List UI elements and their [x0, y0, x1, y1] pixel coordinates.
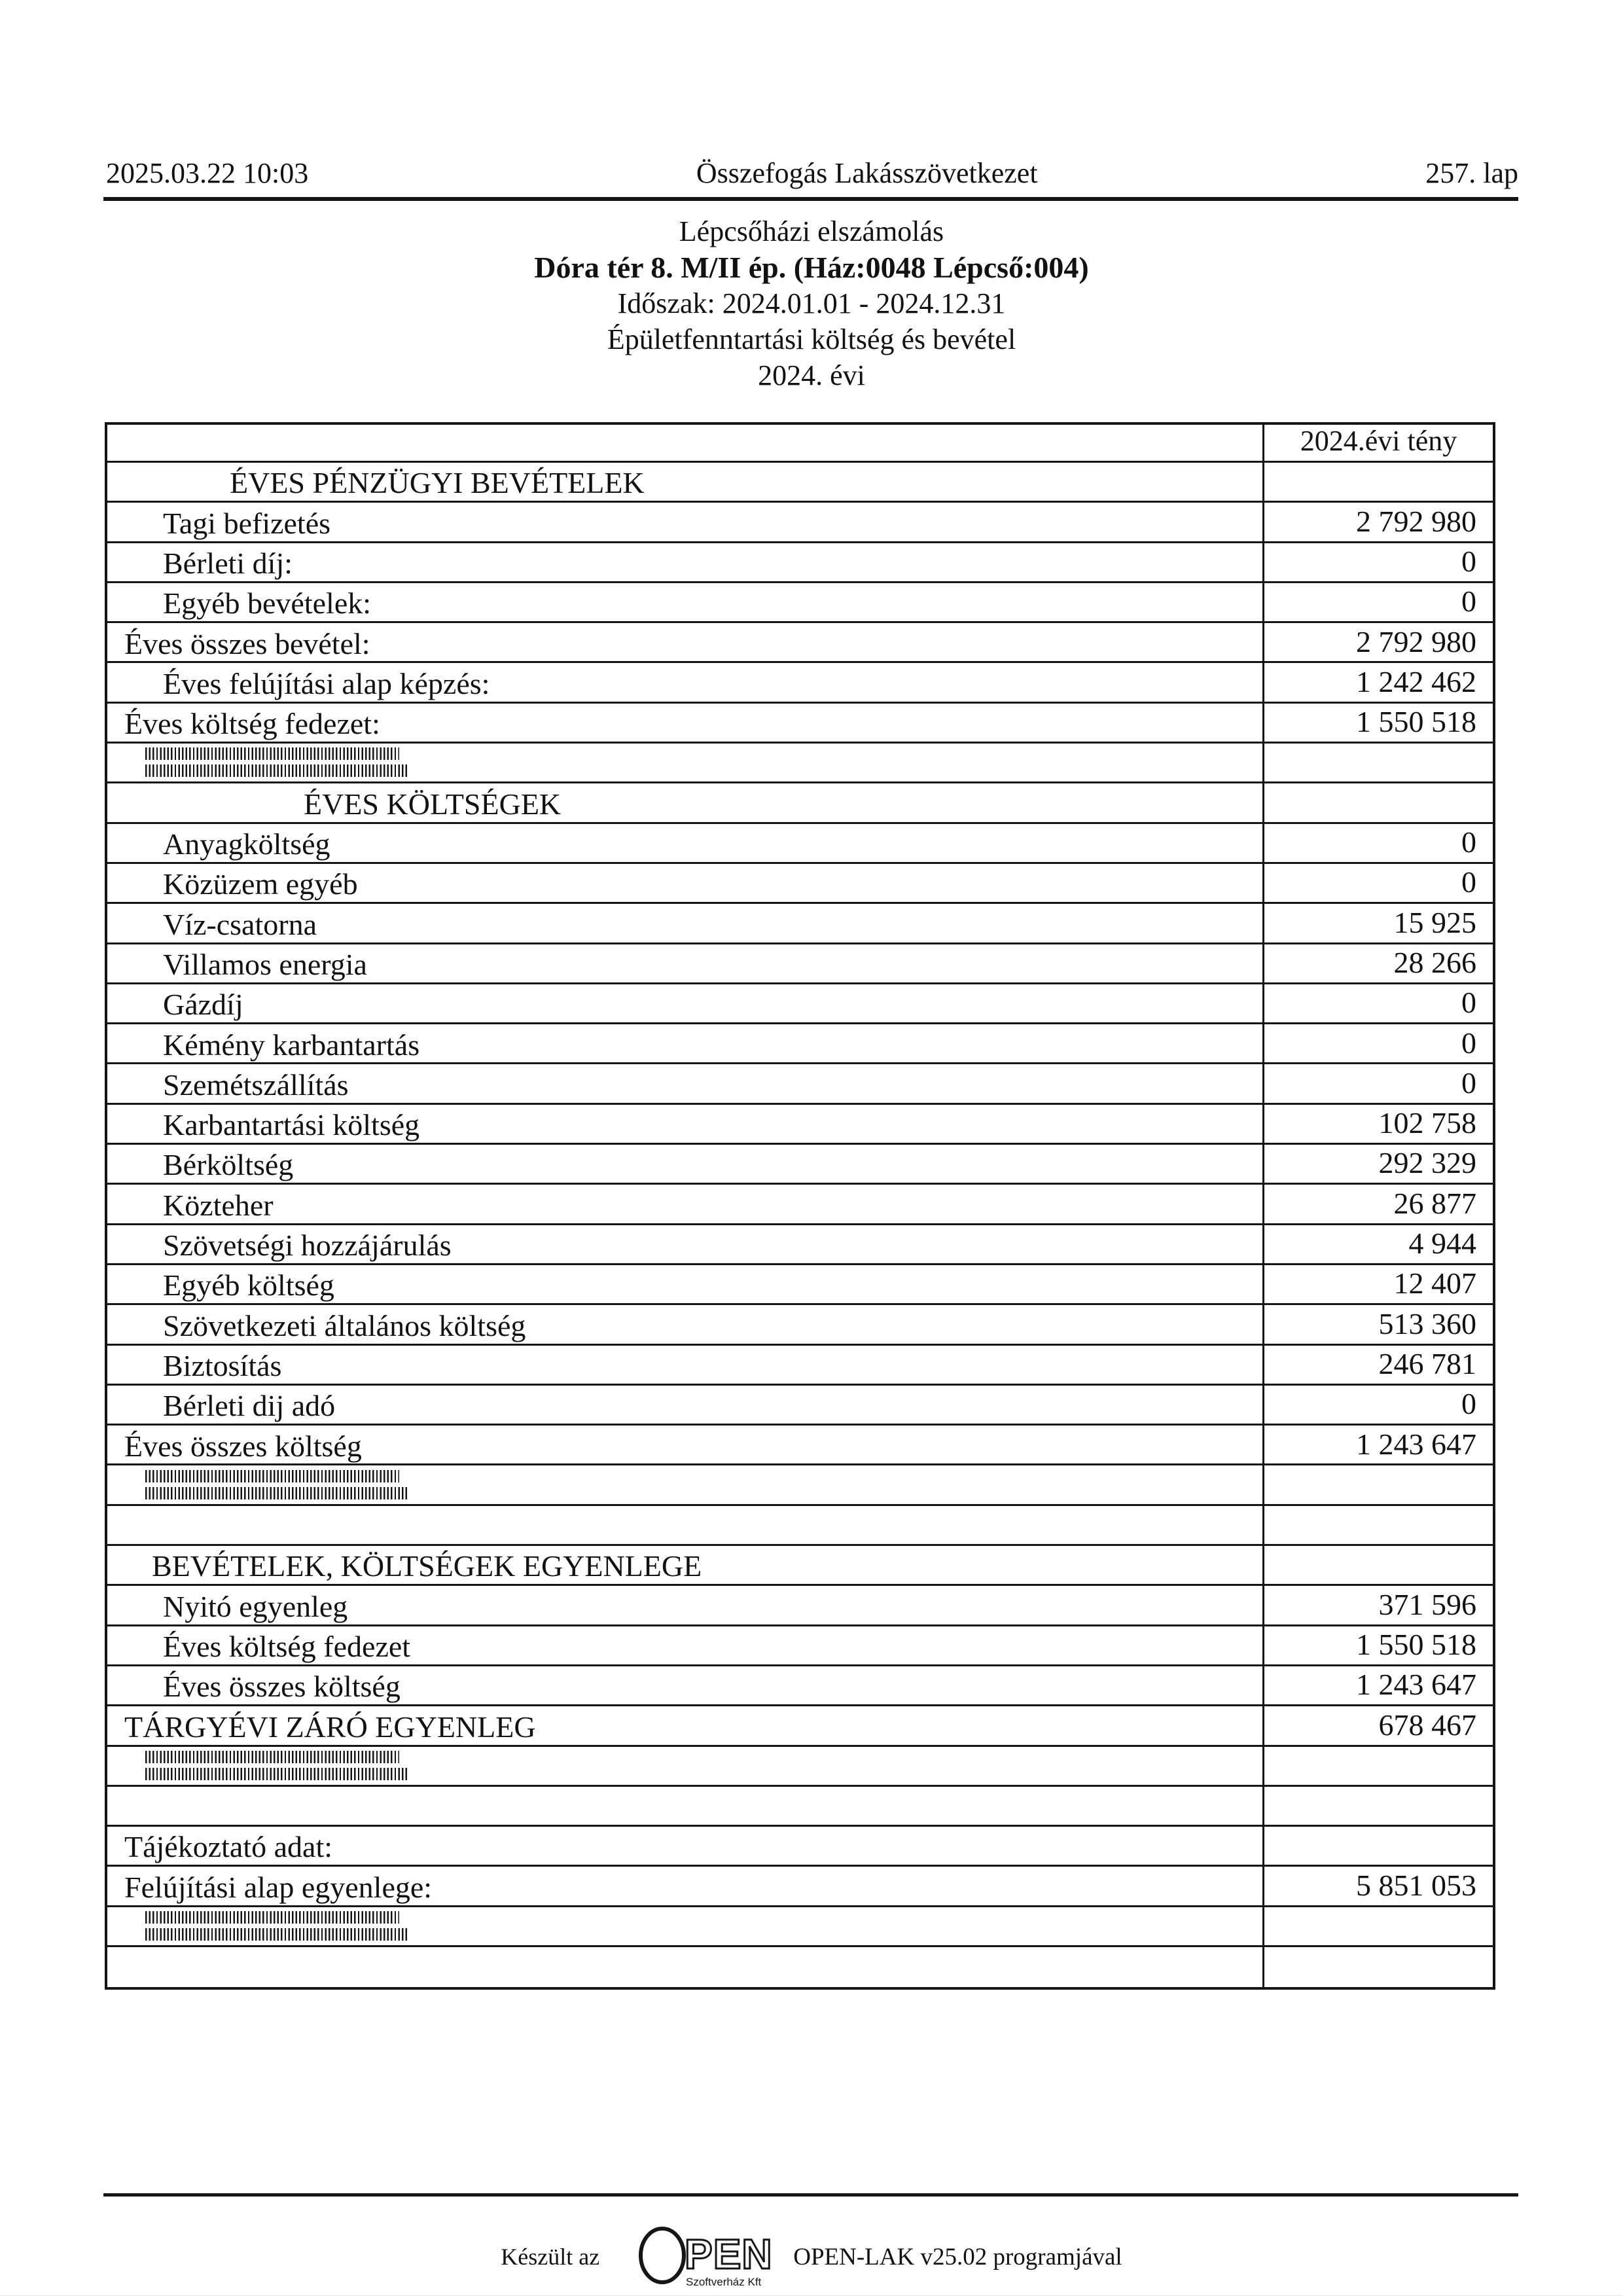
- row-value: 1 550 518: [1356, 1628, 1476, 1661]
- row-label: Gázdíj: [163, 988, 243, 1022]
- row-label-cell: [107, 1225, 1262, 1263]
- row-value-cell: [1262, 1706, 1493, 1744]
- table-row: [107, 1064, 1493, 1104]
- row-label-cell: [107, 1105, 1262, 1143]
- row-value-cell: [1262, 1225, 1493, 1263]
- redacted-bars-pattern: [145, 1751, 407, 1780]
- row-value-cell: [1262, 1626, 1493, 1664]
- row-value: 371 596: [1378, 1587, 1476, 1621]
- header-rule: [103, 197, 1518, 201]
- table-row: [107, 1024, 1493, 1064]
- row-value-cell: [1262, 824, 1493, 862]
- row-value-cell: [1262, 583, 1493, 621]
- open-logo-circle: [641, 2229, 684, 2282]
- row-value-cell: [1262, 864, 1493, 902]
- row-label: Tagi befizetés: [163, 506, 331, 540]
- row-value-cell: [1262, 1305, 1493, 1343]
- row-label-cell: [107, 1546, 1262, 1584]
- bar-line: [145, 747, 399, 760]
- row-value: 0: [1461, 865, 1476, 899]
- redacted-bars-pattern: [145, 1470, 407, 1499]
- row-value-cell: [1262, 1586, 1493, 1624]
- row-value: 2 792 980: [1356, 504, 1476, 538]
- row-label-cell: [107, 623, 1262, 661]
- row-value: 292 329: [1378, 1146, 1476, 1180]
- made-with-suffix: OPEN-LAK v25.02 programjával: [793, 2243, 1122, 2270]
- row-value-cell: [1262, 1907, 1493, 1945]
- row-label: Egyéb költség: [163, 1268, 334, 1302]
- row-value: 12 407: [1393, 1266, 1476, 1300]
- row-value: 0: [1461, 986, 1476, 1020]
- row-value: 5 851 053: [1356, 1868, 1476, 1902]
- table-row: [107, 503, 1493, 543]
- report-subject: Épületfenntartási költség és bevétel: [607, 323, 1016, 355]
- row-label-cell: [107, 783, 1262, 821]
- row-value: 1 242 462: [1356, 664, 1476, 698]
- row-label-cell: [107, 1787, 1262, 1825]
- row-value: 2 792 980: [1356, 624, 1476, 658]
- row-label-cell: [107, 1145, 1262, 1183]
- row-label-cell: [107, 1024, 1262, 1062]
- table-row: [107, 583, 1493, 623]
- row-value: 4 944: [1408, 1227, 1476, 1261]
- section-row: [107, 463, 1493, 503]
- row-value-cell: [1262, 503, 1493, 541]
- row-value-cell: [1262, 984, 1493, 1022]
- row-label: Karbantartási költség: [163, 1108, 420, 1142]
- table-row: [107, 1105, 1493, 1145]
- page-number: 257. lap: [1425, 157, 1518, 189]
- redacted-bars-pattern: [145, 1911, 407, 1941]
- section-title: ÉVES PÉNZÜGYI BEVÉTELEK: [230, 466, 645, 500]
- row-label: Szemétszállítás: [163, 1067, 349, 1102]
- row-value-cell: [1262, 1546, 1493, 1584]
- empty-row: [107, 1506, 1493, 1546]
- row-label-cell: [107, 864, 1262, 902]
- row-value-cell: [1262, 1787, 1493, 1825]
- table-row: [107, 663, 1493, 703]
- row-label: Villamos energia: [163, 947, 367, 981]
- open-logo: [637, 2220, 773, 2293]
- row-value: 15 925: [1393, 905, 1476, 939]
- made-with-prefix: Készült az: [501, 2244, 600, 2270]
- row-value-cell: [1262, 1064, 1493, 1102]
- section-row: [107, 1546, 1493, 1586]
- row-label: Víz-csatorna: [163, 907, 317, 941]
- row-value-cell: [1262, 944, 1493, 982]
- row-label-cell: [107, 1185, 1262, 1223]
- value-column-header: 2024.évi tény: [1262, 425, 1493, 461]
- row-value: 0: [1461, 584, 1476, 619]
- row-label: Kémény karbantartás: [163, 1028, 420, 1062]
- row-label: Szövetkezeti általános költség: [163, 1308, 526, 1342]
- section-title: ÉVES KÖLTSÉGEK: [304, 787, 562, 821]
- report-table: [105, 422, 1495, 1990]
- row-label: Tájékoztató adat:: [124, 1830, 333, 1864]
- row-label: Éves összes bevétel:: [124, 626, 370, 660]
- table-row: [107, 984, 1493, 1024]
- row-label-cell: [107, 503, 1262, 541]
- table-row: [107, 1626, 1493, 1666]
- section-title: BEVÉTELEK, KÖLTSÉGEK EGYENLEGE: [152, 1549, 702, 1583]
- filler-row: [107, 1747, 1493, 1787]
- row-value: 0: [1461, 1026, 1476, 1060]
- row-label-cell: [107, 1305, 1262, 1343]
- table-row: [107, 1305, 1493, 1345]
- row-label: Anyagköltség: [163, 827, 330, 861]
- table-row: [107, 1666, 1493, 1706]
- row-value-cell: [1262, 704, 1493, 742]
- row-value-cell: [1262, 1346, 1493, 1384]
- footer: [0, 2217, 1623, 2296]
- empty-row: [107, 1947, 1493, 1987]
- filler-row: [107, 1907, 1493, 1947]
- row-value: 513 360: [1378, 1306, 1476, 1340]
- header-empty-cell: [107, 425, 1262, 461]
- row-label-cell: [107, 1506, 1262, 1544]
- row-value: 0: [1461, 544, 1476, 578]
- filler-row: [107, 1465, 1493, 1505]
- table-row: [107, 1145, 1493, 1185]
- row-value-cell: [1262, 1426, 1493, 1463]
- row-label-cell: [107, 1907, 1262, 1945]
- row-label-cell: [107, 1346, 1262, 1384]
- row-value-cell: [1262, 904, 1493, 942]
- table-row: [107, 944, 1493, 984]
- table-row: [107, 1426, 1493, 1465]
- row-value-cell: [1262, 1386, 1493, 1424]
- row-label-cell: [107, 1265, 1262, 1303]
- row-value: 0: [1461, 1387, 1476, 1421]
- table-row: [107, 1346, 1493, 1386]
- table-row: [107, 543, 1493, 583]
- table-row: [107, 824, 1493, 864]
- row-value-cell: [1262, 744, 1493, 781]
- row-label-cell: [107, 1465, 1262, 1503]
- row-label: Éves költség fedezet: [163, 1630, 411, 1663]
- bar-line: [145, 1768, 407, 1780]
- row-label-cell: [107, 1747, 1262, 1785]
- section-row: [107, 783, 1493, 823]
- table-row: [107, 623, 1493, 663]
- table-row: [107, 1185, 1493, 1225]
- row-value-cell: [1262, 623, 1493, 661]
- building-title: Dóra tér 8. M/II ép. (Ház:0048 Lépcső:004): [534, 251, 1089, 284]
- open-logo-letters: PEN: [685, 2231, 773, 2278]
- table-row: [107, 864, 1493, 904]
- table-row: [107, 1827, 1493, 1867]
- bar-line: [145, 1911, 399, 1924]
- row-value-cell: [1262, 663, 1493, 701]
- row-value-cell: [1262, 783, 1493, 821]
- title-block: [0, 213, 1623, 393]
- bar-line: [145, 764, 407, 777]
- row-label: Biztosítás: [163, 1348, 282, 1382]
- table-row: [107, 1386, 1493, 1426]
- row-label: Bérleti díj:: [163, 546, 293, 580]
- row-label: Bérköltség: [163, 1148, 294, 1182]
- row-value: 1 550 518: [1356, 705, 1476, 739]
- row-label: Éves felújítási alap képzés:: [163, 666, 490, 700]
- filler-row: [107, 744, 1493, 783]
- row-value-cell: [1262, 1947, 1493, 1987]
- table-row: [107, 1586, 1493, 1626]
- row-label-cell: [107, 1626, 1262, 1664]
- row-label: Közteher: [163, 1188, 274, 1222]
- row-value-cell: [1262, 1185, 1493, 1223]
- row-label-cell: [107, 1426, 1262, 1463]
- row-label: Éves összes költség: [124, 1429, 362, 1463]
- row-label-cell: [107, 824, 1262, 862]
- row-label-cell: [107, 1867, 1262, 1905]
- empty-row: [107, 1787, 1493, 1827]
- row-label-cell: [107, 1586, 1262, 1624]
- row-label-cell: [107, 1947, 1262, 1987]
- row-value-cell: [1262, 1265, 1493, 1303]
- row-label: Nyitó egyenleg: [163, 1589, 348, 1623]
- report-period: Időszak: 2024.01.01 - 2024.12.31: [617, 287, 1006, 319]
- row-label: Közüzem egyéb: [163, 867, 358, 901]
- organization-name: Összefogás Lakásszövetkezet: [696, 157, 1038, 189]
- row-label-cell: [107, 984, 1262, 1022]
- bar-line: [145, 1751, 399, 1763]
- redacted-bars-pattern: [145, 747, 407, 777]
- open-logo-subtext: Szoftverház Kft: [686, 2276, 762, 2288]
- row-value-cell: [1262, 1506, 1493, 1544]
- row-value-cell: [1262, 1145, 1493, 1183]
- row-value-cell: [1262, 1105, 1493, 1143]
- row-value-cell: [1262, 1867, 1493, 1905]
- row-value: 0: [1461, 825, 1476, 859]
- row-value-cell: [1262, 1024, 1493, 1062]
- report-type: Lépcsőházi elszámolás: [679, 215, 944, 247]
- row-value-cell: [1262, 1666, 1493, 1704]
- row-label-cell: [107, 704, 1262, 742]
- table-row: [107, 1265, 1493, 1305]
- row-label: TÁRGYÉVI ZÁRÓ EGYENLEG: [124, 1710, 536, 1744]
- bar-line: [145, 1487, 407, 1499]
- row-label: Szövetségi hozzájárulás: [163, 1229, 452, 1263]
- table-header-row: [107, 425, 1493, 463]
- row-label-cell: [107, 1064, 1262, 1102]
- row-label: Bérleti dij adó: [163, 1389, 336, 1423]
- row-value-cell: [1262, 543, 1493, 581]
- row-label-cell: [107, 1386, 1262, 1424]
- bar-line: [145, 1470, 399, 1482]
- row-value: 246 781: [1378, 1346, 1476, 1380]
- table-row: [107, 1225, 1493, 1265]
- table-row: [107, 1867, 1493, 1907]
- row-value-cell: [1262, 1747, 1493, 1785]
- row-label: Éves költség fedezet:: [124, 707, 380, 741]
- row-value: 1 243 647: [1356, 1668, 1476, 1702]
- row-value: 28 266: [1393, 945, 1476, 979]
- footer-rule: [103, 2193, 1518, 2197]
- row-value: 678 467: [1378, 1708, 1476, 1742]
- print-datetime: 2025.03.22 10:03: [106, 157, 309, 189]
- row-label-cell: [107, 744, 1262, 781]
- row-label-cell: [107, 583, 1262, 621]
- row-label-cell: [107, 1666, 1262, 1704]
- row-label-cell: [107, 904, 1262, 942]
- bar-line: [145, 1928, 407, 1941]
- table-row: [107, 1706, 1493, 1746]
- row-value-cell: [1262, 1827, 1493, 1865]
- row-value: 1 243 647: [1356, 1427, 1476, 1461]
- row-label: Éves összes költség: [163, 1670, 401, 1704]
- row-label-cell: [107, 1706, 1262, 1744]
- table-row: [107, 904, 1493, 944]
- row-value: 26 877: [1393, 1186, 1476, 1220]
- page-header: [106, 159, 1518, 188]
- row-label: Egyéb bevételek:: [163, 586, 372, 620]
- row-label-cell: [107, 944, 1262, 982]
- row-label-cell: [107, 543, 1262, 581]
- row-label-cell: [107, 663, 1262, 701]
- row-label: Felújítási alap egyenlege:: [124, 1870, 433, 1904]
- report-year: 2024. évi: [758, 359, 865, 391]
- row-label-cell: [107, 463, 1262, 501]
- row-label-cell: [107, 1827, 1262, 1865]
- row-value-cell: [1262, 463, 1493, 501]
- row-value-cell: [1262, 1465, 1493, 1503]
- table-row: [107, 704, 1493, 744]
- row-value: 0: [1461, 1066, 1476, 1100]
- row-value: 102 758: [1378, 1106, 1476, 1140]
